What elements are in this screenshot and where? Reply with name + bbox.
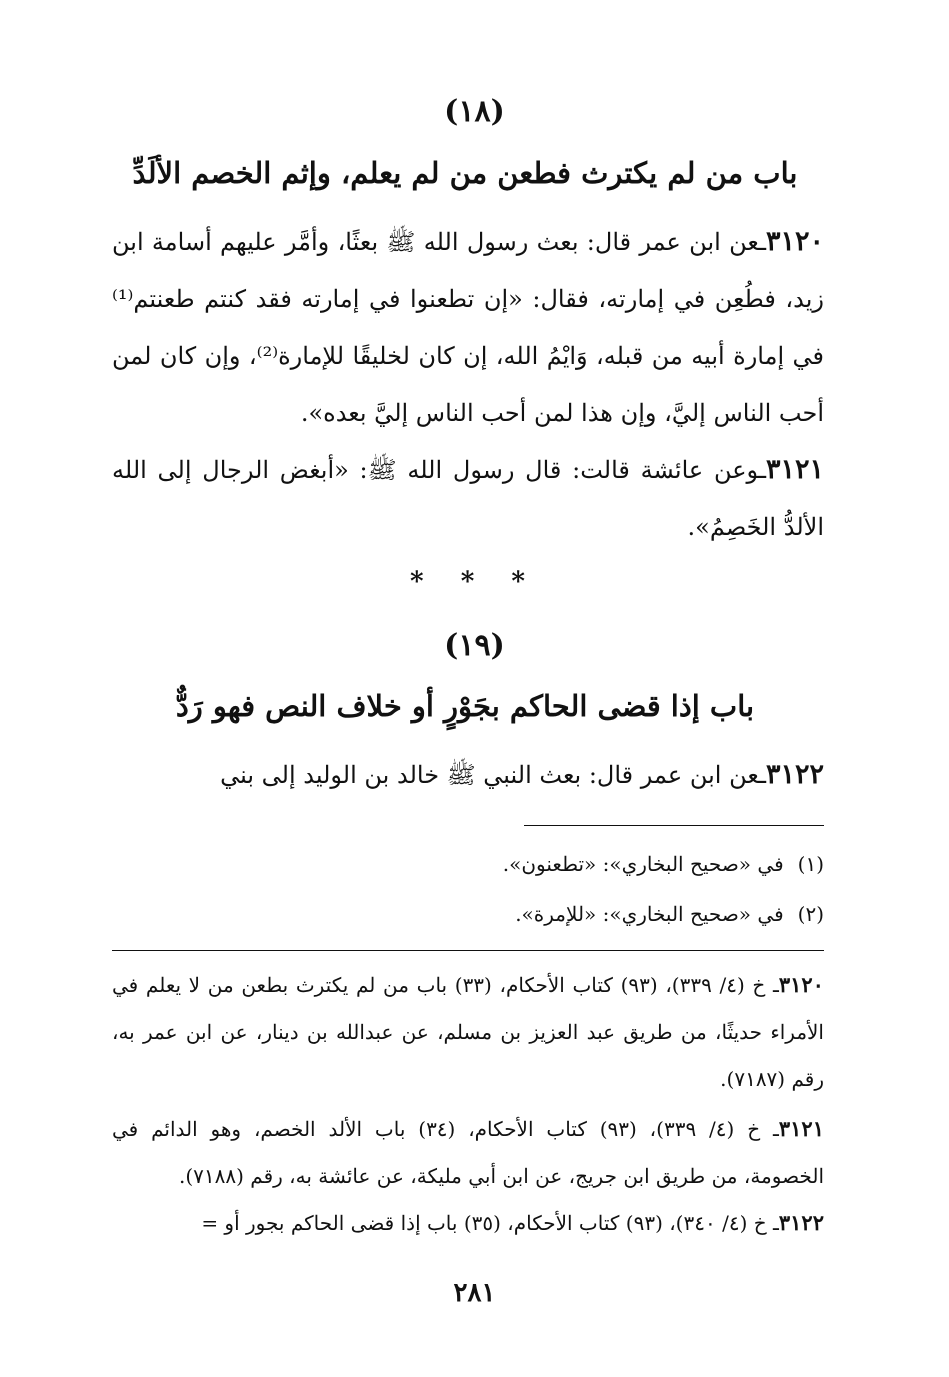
section-title: باب إذا قضى الحاكم بجَوْرٍ أو خلاف النص فهو رَدٌّ	[175, 689, 755, 723]
hadith-text: ـوعن عائشة قالت: قال رسول الله ﷺ: «أبغض الرجال إلى الله الألدُّ الخَصِمُ».	[112, 456, 824, 541]
hadith-paragraph	[112, 213, 824, 442]
source-note	[112, 1199, 824, 1247]
section-number: (١٩)	[444, 628, 505, 663]
hadith-number: ٣١٢٠	[765, 226, 824, 257]
source-note	[112, 961, 824, 1103]
hadith-number: ٣١٢٢	[765, 759, 824, 790]
section-separator: * * *	[410, 567, 539, 597]
footnote-number: (١)	[797, 852, 824, 876]
hadith-text: ـعن ابن عمر قال: بعث رسول الله ﷺ بعثًا، وأمَّر عليهم أسامة ابن زيد، فطُعِن في إمارته، فقال: «إن تطعنوا في إمارته فقد كنتم طعنتم⁽¹⁾ في إمارة أبيه من قبله، وَايْمُ الله، إن كان لخليقًا للإمارة⁽²⁾، وإن كان لمن أحب الناس إليَّ، وإن هذا لمن أحب الناس إليَّ بعده».	[112, 228, 825, 427]
section-title: باب من لم يكترث فطعن من لم يعلم، وإثم الخصم الألَدِّ	[132, 156, 798, 190]
source-text: ـ خ (٤/ ٣٣٩)، (٩٣) كتاب الأحكام، (٣٤) باب الألد الخصم، وهو الدائم في الخصومة، من طريق ابن جريج، عن ابن أبي مليكة، عن عائشة به، رقم (٧١٨٨).	[112, 1117, 824, 1188]
section-number: (١٨)	[444, 94, 505, 129]
footnote-divider	[524, 825, 824, 826]
source-text: ـ خ (٤/ ٣٣٩)، (٩٣) كتاب الأحكام، (٣٣) باب من لم يكترث بطعن من لا يعلم في الأمراء حديثًا، من طريق عبد العزيز بن مسلم، عن عبدالله بن دينار، عن ابن عمر به، رقم (٧١٨٧).	[112, 973, 824, 1091]
source-text: ـ خ (٤/ ٣٤٠)، (٩٣) كتاب الأحكام، (٣٥) باب إذا قضى الحاكم بجور أو =	[201, 1211, 779, 1235]
hadith-paragraph	[112, 746, 824, 804]
source-divider	[112, 950, 824, 951]
source-number: ٣١٢٠	[778, 972, 824, 997]
footnote	[112, 846, 824, 882]
footnote-text: في «صحيح البخاري»: «تطعنون».	[502, 852, 784, 876]
footnote-number: (٢)	[797, 902, 824, 926]
hadith-text: ـعن ابن عمر قال: بعث النبي ﷺ خالد بن الوليد إلى بني	[220, 761, 766, 789]
footnote	[112, 896, 824, 932]
source-number: ٣١٢١	[778, 1116, 824, 1141]
source-number: ٣١٢٢	[778, 1210, 824, 1235]
page-number: ٢٨١	[453, 1278, 496, 1308]
hadith-number: ٣١٢١	[765, 454, 824, 485]
source-note	[112, 1105, 824, 1200]
footnote-text: في «صحيح البخاري»: «للإمرة».	[515, 902, 784, 926]
hadith-paragraph	[112, 441, 824, 556]
